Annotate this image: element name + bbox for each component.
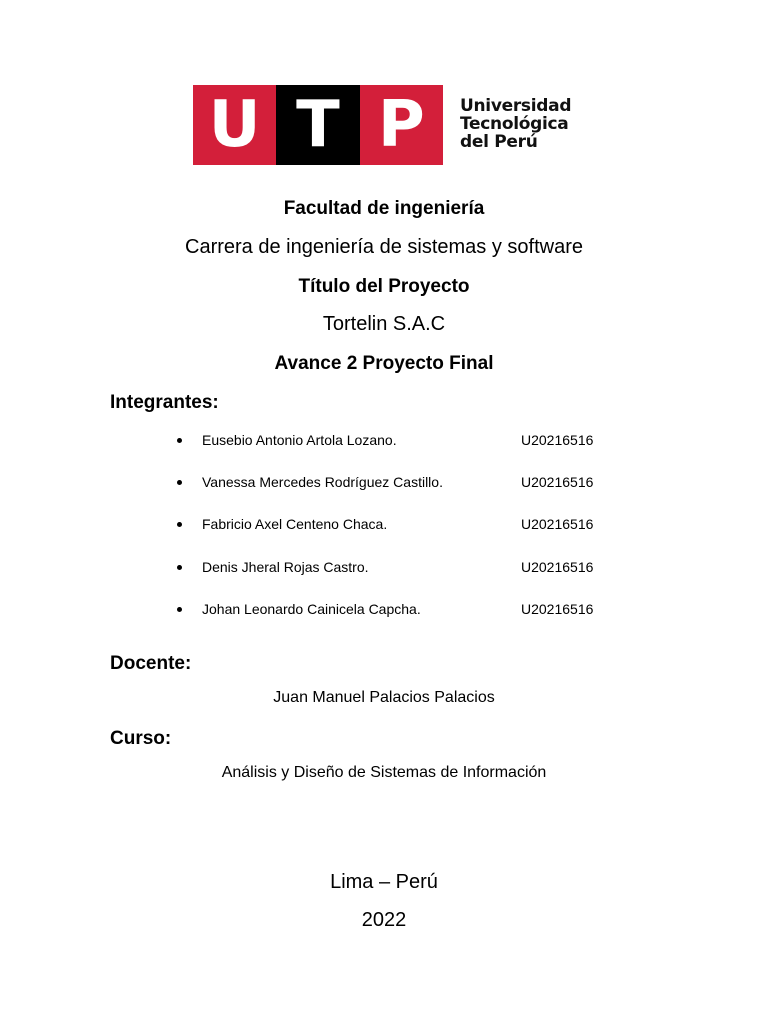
logo-block-u: U: [193, 85, 276, 165]
members-heading: Integrantes:: [110, 392, 219, 413]
member-name: Eusebio Antonio Artola Lozano.: [202, 432, 397, 448]
bullet-icon: [177, 438, 182, 443]
bullet-icon: [177, 480, 182, 485]
course-name: Análisis y Diseño de Sistemas de Información: [221, 764, 547, 781]
wordmark-line-2: Tecnológica: [460, 114, 569, 134]
year: 2022: [361, 909, 407, 931]
member-name: Vanessa Mercedes Rodríguez Castillo.: [202, 474, 443, 490]
member-item: [0, 597, 768, 621]
teacher-heading: Docente:: [110, 653, 192, 674]
logo-wordmark: [460, 97, 590, 151]
wordmark-line-1: Universidad: [460, 96, 572, 116]
member-code: U20216516: [521, 601, 594, 617]
member-name: Fabricio Axel Centeno Chaca.: [202, 516, 388, 532]
member-code: U20216516: [521, 559, 594, 575]
teacher-name: Juan Manuel Palacios Palacios: [273, 689, 495, 706]
member-item: [0, 512, 768, 536]
project-stage: Avance 2 Proyecto Final: [274, 353, 494, 374]
logo-block-t: T: [276, 85, 359, 165]
utp-logo: [193, 85, 583, 165]
member-code: U20216516: [521, 516, 594, 532]
member-item: [0, 555, 768, 579]
logo-block-p: P: [360, 85, 443, 165]
utp-logo-blocks: [193, 85, 443, 165]
project-title-label: Título del Proyecto: [298, 276, 470, 297]
project-title: Tortelin S.A.C: [322, 313, 446, 335]
member-item: [0, 428, 768, 452]
wordmark-line-3: del Perú: [460, 132, 538, 152]
faculty-title: Facultad de ingeniería: [283, 198, 485, 219]
member-name: Johan Leonardo Cainicela Capcha.: [202, 601, 421, 617]
career-name: Carrera de ingeniería de sistemas y software: [185, 236, 583, 258]
course-heading: Curso:: [110, 728, 172, 749]
member-name: Denis Jheral Rojas Castro.: [202, 559, 369, 575]
bullet-icon: [177, 522, 182, 527]
member-code: U20216516: [521, 474, 594, 490]
bullet-icon: [177, 607, 182, 612]
member-item: [0, 470, 768, 494]
bullet-icon: [177, 565, 182, 570]
place: Lima – Perú: [330, 871, 438, 893]
member-code: U20216516: [521, 432, 594, 448]
